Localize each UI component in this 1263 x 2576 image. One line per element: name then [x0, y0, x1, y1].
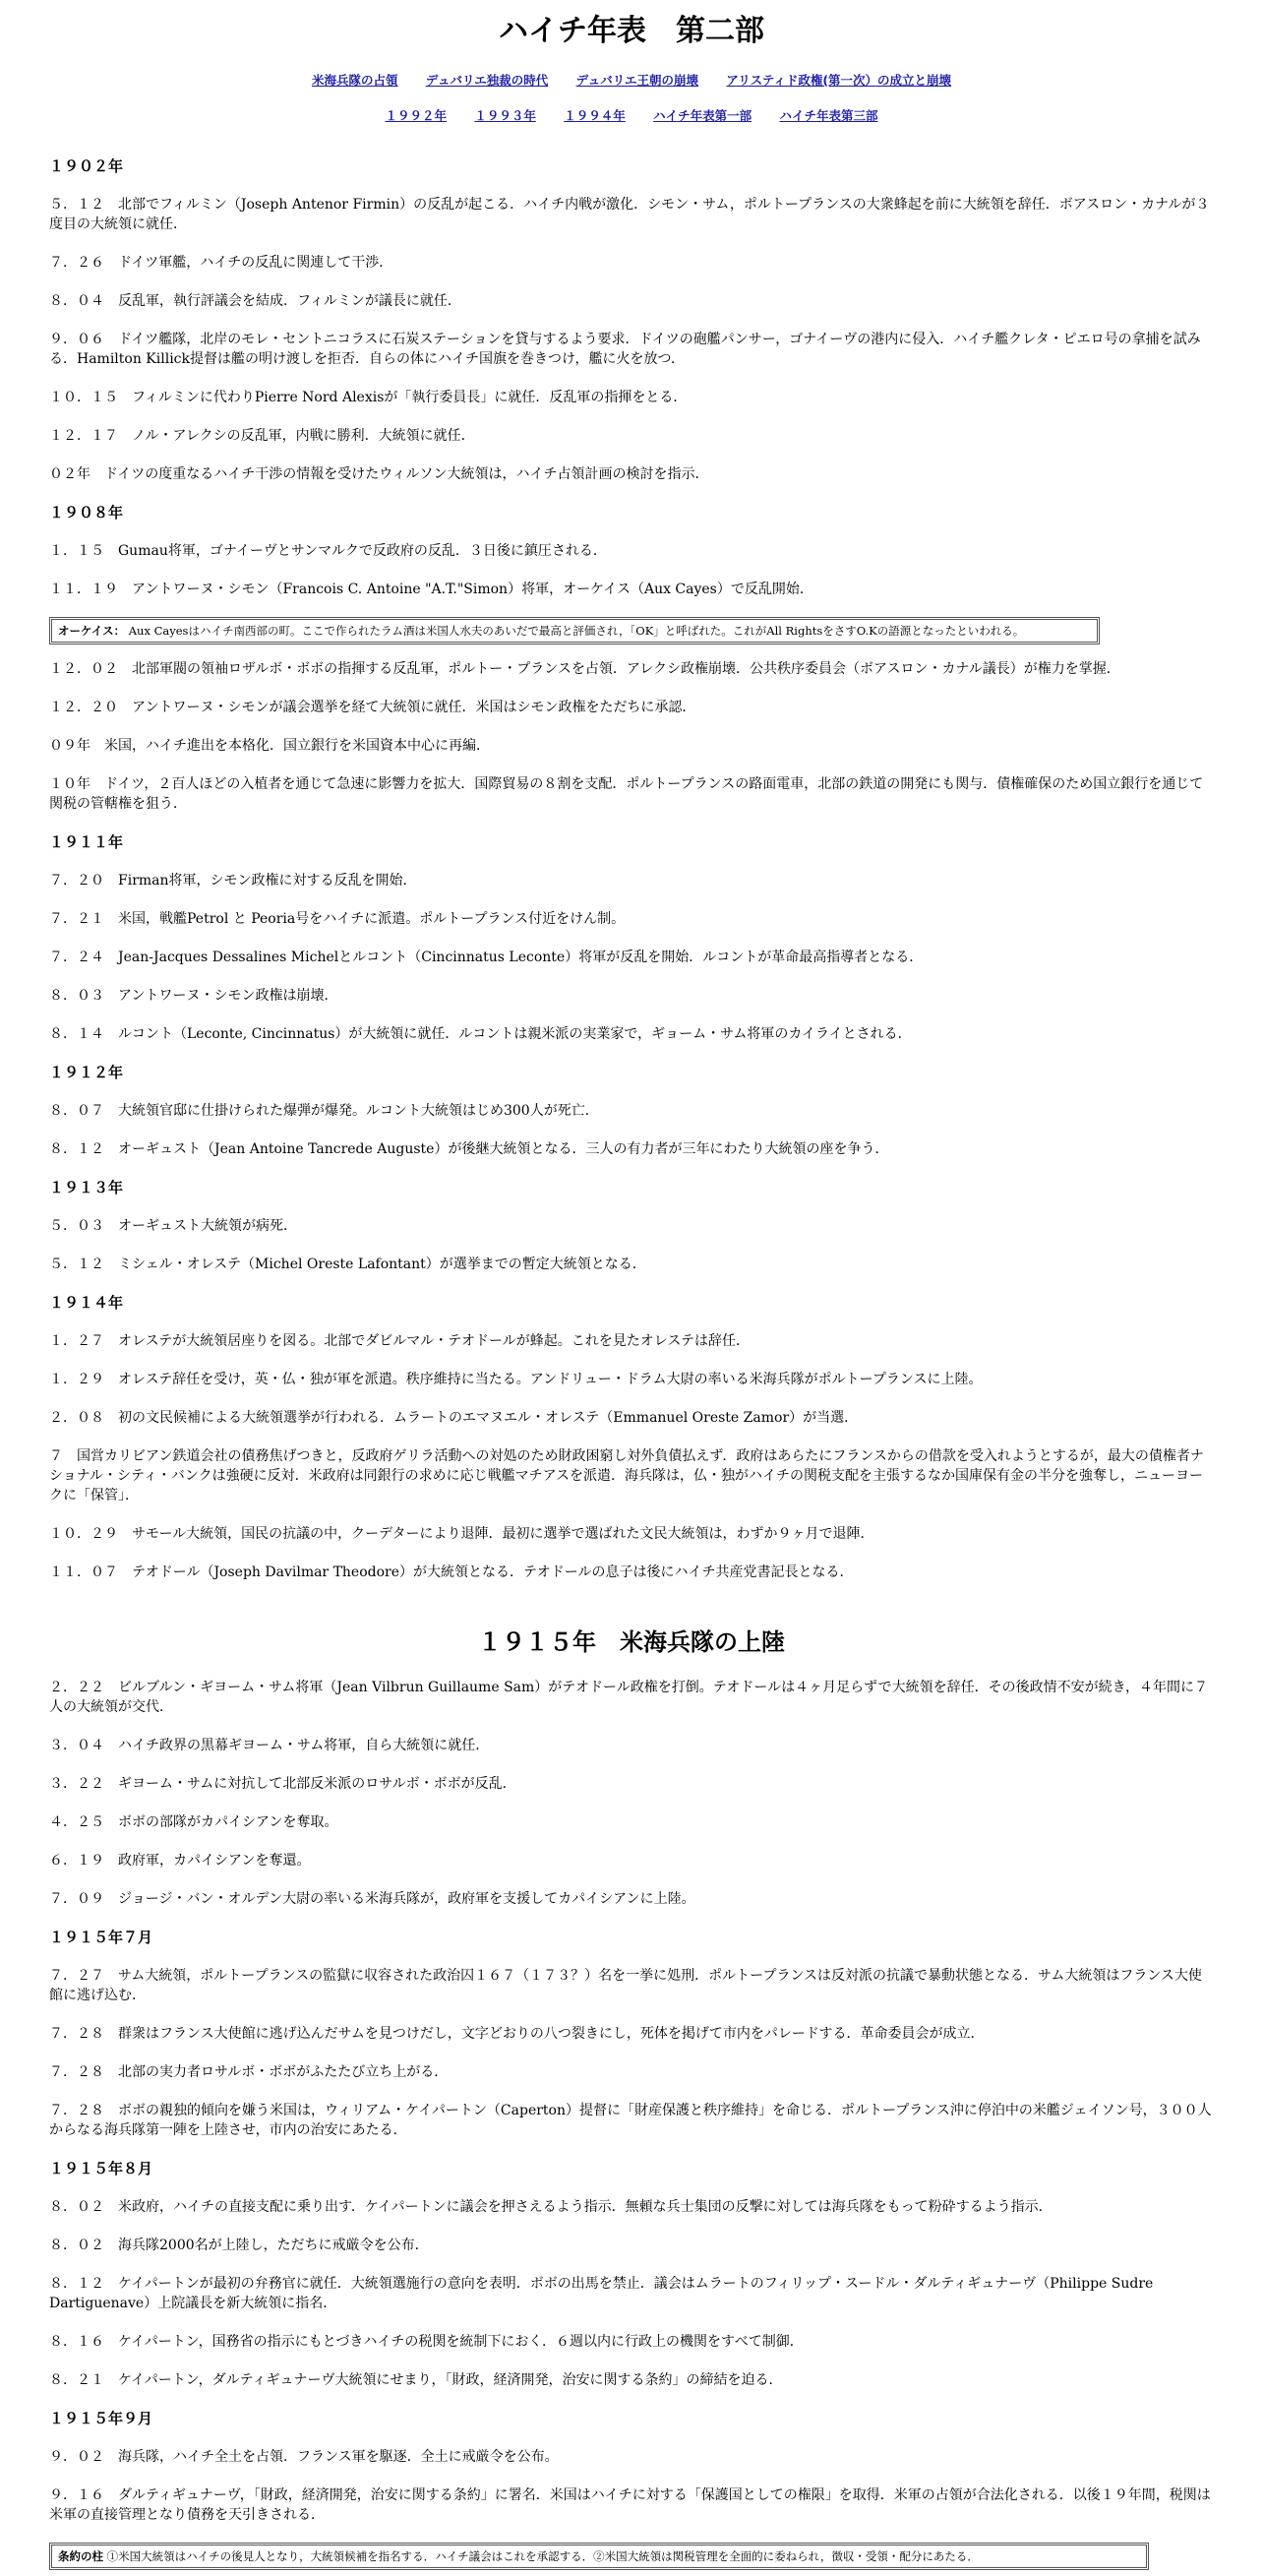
- timeline-entry: ７．２８ ボボの親独的傾向を嫌う米国は，ウィリアム・ケイパートン（Caperton）提督に「財産保護と秩序維持」を命じる．ポルトープランス沖に停泊中の米艦ジェイソン号，３００人からなる海兵隊第一陣を上陸させ，市内の治安にあたる．: [49, 2103, 1212, 2138]
- timeline-entry: ８．１４ ルコント（Leconte, Cincinnatus）が大統領に就任．ルコントは親米派の実業家で，ギョーム・サム将軍のカイライとされる．: [49, 1026, 912, 1042]
- timeline-entry: １２．１７ ノル・アレクシの反乱軍，内戦に勝利．大統領に就任．: [49, 428, 475, 444]
- timeline-entry: ８．０２ 米政府，ハイチの直接支配に乗り出す．ケイパートンに議会を押さえるよう指示．無頼な兵士集団の反撃に対しては海兵隊をもって粉砕するよう指示．: [49, 2199, 1052, 2215]
- nav-link-duvalier-collapse[interactable]: デュバリエ王朝の崩壊: [575, 73, 698, 88]
- nav-link-timeline-part1[interactable]: ハイチ年表第一部: [653, 108, 752, 123]
- timeline-entry: １１．１９ アントワーヌ・シモン（Francois C. Antoine "A.T."Simon）将軍，オーケイス（Aux Cayes）で反乱開始．: [49, 582, 813, 597]
- note-box-aux-cayes: [49, 617, 1100, 644]
- timeline-entry: １１．０７ テオドール（Joseph Davilmar Theodore）が大統領となる．テオドールの息子は後にハイチ共産党書記長となる．: [49, 1564, 854, 1580]
- timeline-entry: ２．０８ 初の文民候補による大統領選挙が行われる．ムラートのエマヌエル・オレステ（Emmanuel Oreste Zamor）が当選．: [49, 1410, 859, 1426]
- timeline-entry: ９．０２ 海兵隊，ハイチ全土を占領．フランス軍を駆逐．全土に戒厳令を公布。: [49, 2449, 559, 2465]
- timeline-entry: ８．０４ 反乱軍，執行評議会を結成．フィルミンが議長に就任．: [49, 293, 461, 309]
- month-heading: １９１５年８月: [49, 2160, 153, 2177]
- timeline-entry: ７．２８ 群衆はフランス大使館に逃げ込んだサムを見つけだし，文字どおりの八つ裂きにし，死体を掲げて市内をパレードする．革命委員会が成立．: [49, 2026, 985, 2042]
- section-heading-1915: １９１５年 米海兵隊の上陸: [478, 1628, 785, 1656]
- note-text: Aux Cayesはハイチ南西部の町。ここで作られたラム酒は米国人水夫のあいだで最高と評価され，「OK」と呼ばれた。これがAll RightsをさすO.Kの語源となったといわれる。: [128, 624, 1025, 638]
- timeline-entry: ７．２４ Jean-Jacques Dessalines Michelとルコント（Cincinnatus Leconte）将軍が反乱を開始．ルコントが革命最高指導者となる．: [49, 950, 924, 965]
- timeline-entry: ０２年 ドイツの度重なるハイチ干渉の情報を受けたウィルソン大統領は，ハイチ占領計画の検討を指示．: [49, 466, 709, 482]
- timeline-entry: １０年 ドイツ，２百人ほどの入植者を通じて急速に影響力を拡大．国際貿易の８割を支配．ポルトープランスの路面電車，北部の鉄道の開発にも関与．債権確保のため国立銀行を通じて関税の管轄権を狙う．: [49, 776, 1204, 812]
- timeline-entry: ５．１２ 北部でフィルミン（Joseph Antenor Firmin）の反乱が起こる．ハイチ内戦が激化．シモン・サム，ポルトープランスの大衆蜂起を前に大統領を辞任．ボアスロン・カナルが３度目の大統領に就任．: [49, 197, 1210, 232]
- page-title: ハイチ年表 第二部: [499, 14, 764, 48]
- note-box-treaty: [49, 2543, 1149, 2570]
- timeline-entry: ９．０６ ドイツ艦隊，北岸のモレ・セントニコラスに石炭ステーションを貸与するよう要求．ドイツの砲艦パンサー，ゴナイーヴの港内に侵入．ハイチ艦クレタ・ピエロ号の拿捕を試みる．Hamilton Killick提督は艦の明け渡しを拒否．自らの体にハイチ国旗を巻きつけ，艦に火を放つ．: [49, 332, 1201, 367]
- timeline-entry: ４．２５ ボボの部隊がカパイシアンを奪取。: [49, 1814, 338, 1830]
- year-heading: １９０８年: [49, 504, 124, 521]
- timeline-entry: ８．０７ 大統領官邸に仕掛けられた爆弾が爆発。ルコント大統領はじめ300人が死亡．: [49, 1103, 599, 1119]
- nav-link-marine-occupation[interactable]: 米海兵隊の占領: [311, 73, 398, 88]
- timeline-entry: ７．２６ ドイツ軍艦，ハイチの反乱に関連して干渉．: [49, 255, 393, 271]
- year-heading: １９１１年: [49, 833, 124, 851]
- note-label: 条約の柱: [58, 2549, 103, 2563]
- timeline-entry: １２．２０ アントワーヌ・シモンが議会選挙を経て大統領に就任．米国はシモン政権をただちに承認．: [49, 700, 696, 715]
- note-label: オーケイス：: [58, 624, 126, 638]
- year-heading: １９０２年: [49, 157, 124, 175]
- year-heading: １９１４年: [49, 1294, 124, 1312]
- timeline-entry: １０．２９ サモール大統領，国民の抗議の中，クーデターにより退陣．最初に選挙で選ばれた文民大統領は，わずか９ヶ月で退陣．: [49, 1526, 874, 1542]
- timeline-entry: ０９年 米国，ハイチ進出を本格化．国立銀行を米国資本中心に再編．: [49, 738, 490, 754]
- timeline-entry: ８．０２ 海兵隊2000名が上陸し，ただちに戒厳令を公布．: [49, 2238, 429, 2253]
- nav-link-1992[interactable]: １９９２年: [385, 108, 447, 123]
- month-heading: １９１５年９月: [49, 2410, 153, 2427]
- timeline-entry: ７．２７ サム大統領，ポルトープランスの監獄に収容された政治囚１６７（１７３？）名を一挙に処刑．ポルトープランスは反対派の抗議で暴動状態となる．サム大統領はフランス大使館に逃げ込む．: [49, 1968, 1202, 2003]
- nav-link-duvalier-era[interactable]: デュバリエ独裁の時代: [425, 73, 549, 88]
- timeline-entry: １．１５ Gumau将軍，ゴナイーヴとサンマルクで反政府の反乱．３日後に鎮圧される．: [49, 543, 607, 559]
- timeline-entry: ７．２８ 北部の実力者ロサルボ・ボボがふたたび立ち上がる．: [49, 2064, 449, 2080]
- timeline-entry: ８．１２ オーギュスト（Jean Antoine Tancrede Auguste）が後継大統領となる．三人の有力者が三年にわたり大統領の座を争う．: [49, 1141, 889, 1157]
- timeline-entry: ６．１９ 政府軍，カパイシアンを奪還。: [49, 1853, 311, 1869]
- year-heading: １９１３年: [49, 1179, 124, 1196]
- nav-row-topics: [0, 71, 1263, 89]
- timeline-entry: ３．２２ ギヨーム・サムに対抗して北部反米派のロサルボ・ボボが反乱．: [49, 1776, 516, 1792]
- year-heading: １９１２年: [49, 1064, 124, 1081]
- nav-link-timeline-part3[interactable]: ハイチ年表第三部: [779, 108, 878, 123]
- timeline-entry: １．２９ オレステ辞任を受け，英・仏・独が軍を派遣。秩序維持に当たる。アンドリュー・ドラム大尉の率いる米海兵隊がポルトープランスに上陸。: [49, 1372, 983, 1387]
- timeline-entry: ８．１６ ケイパートン，国務省の指示にもとづきハイチの税関を統制下におく．６週以内に行政上の機関をすべて制御．: [49, 2334, 804, 2350]
- month-heading: １９１５年７月: [49, 1929, 153, 1946]
- timeline-entry: １．２７ オレステが大統領居座りを図る。北部でダビルマル・テオドールが蜂起。これを見たオレステは辞任．: [49, 1333, 751, 1349]
- nav-link-1993[interactable]: １９９３年: [474, 108, 536, 123]
- timeline-entry: ８．２１ ケイパートン，ダルティギュナーヴ大統領にせまり，「財政，経済開発，治安に関する条約」の締結を迫る．: [49, 2372, 783, 2388]
- timeline-entry: １２．０２ 北部軍閥の領袖ロザルボ・ボボの指揮する反乱軍，ポルトー・プランスを占領．アレクシ政権崩壊．公共秩序委員会（ボアスロン・カナル議長）が権力を掌握．: [49, 661, 1120, 677]
- nav-link-aristide-first[interactable]: アリスティド政権(第一次）の成立と崩壊: [726, 73, 952, 88]
- timeline-entry: ３．０４ ハイチ政界の黒幕ギヨーム・サム将軍，自ら大統領に就任．: [49, 1738, 490, 1753]
- timeline-entry: ７．２０ Firman将軍，シモン政権に対する反乱を開始．: [49, 873, 417, 889]
- timeline-entry: ７．２１ 米国，戦艦Petrol と Peoria号をハイチに派遣。ポルトープランス付近をけん制。: [49, 911, 626, 927]
- timeline-entry: ７ 国営カリビアン鉄道会社の債務焦げつきと，反政府ゲリラ活動への対処のため財政困窮し対外負債払えず．政府はあらたにフランスからの借款を受入れようとするが，最大の債権者ナショナル・シティ・バンクは強硬に反対．米政府は同銀行の求めに応じ戦艦マチアスを派遣．海兵隊は，仏・独がハイチの関税支配を主張するなか国庫保有金の半分を強奪し，ニューヨークに「保管」．: [49, 1448, 1204, 1503]
- timeline-entry: ７．０９ ジョージ・バン・オルデン大尉の率いる米海兵隊が，政府軍を支援してカパイシアンに上陸。: [49, 1891, 695, 1907]
- nav-row-years: [0, 106, 1263, 124]
- note-text: ①米国大統領はハイチの後見人となり，大統領候補を指名する．ハイチ議会はこれを承認する．②米国大統領は関税管理を全面的に委ねられ，徴収・受領・配分にあたる．: [106, 2549, 979, 2563]
- timeline-entry: ８．０３ アントワーヌ・シモン政権は崩壊．: [49, 988, 338, 1004]
- timeline-content: [49, 148, 1214, 2576]
- timeline-entry: ５．１２ ミシェル・オレステ（Michel Oreste Lafontant）が選挙までの暫定大統領となる．: [49, 1257, 646, 1272]
- timeline-entry: １０．１５ フィルミンに代わりPierre Nord Alexisが「執行委員長」に就任．反乱軍の指揮をとる．: [49, 390, 688, 405]
- nav-link-1994[interactable]: １９９４年: [564, 108, 626, 123]
- timeline-entry: ２．２２ ビルブルン・ギヨーム・サム将軍（Jean Vilbrun Guillaume Sam）がテオドール政権を打倒。テオドールは４ヶ月足らずで大統領を辞任．その後政情不安が続き，４年間に７人の大統領が交代．: [49, 1680, 1209, 1715]
- timeline-entry: ５．０３ オーギュスト大統領が病死．: [49, 1218, 297, 1234]
- timeline-entry: ８．１２ ケイパートンが最初の弁務官に就任．大統領選施行の意向を表明．ボボの出馬を禁止．議会はムラートのフィリップ・スードル・ダルティギュナーヴ（Philippe Sudre Dartiguenave）上院議長を新大統領に指名．: [49, 2276, 1154, 2311]
- timeline-entry: ９．１６ ダルティギュナーヴ，「財政，経済開発，治安に関する条約」に署名．米国はハイチに対する「保護国としての権限」を取得．米軍の占領が合法化される．以後１９年間，税関は米軍の直接管理となり債務を天引きされる．: [49, 2487, 1211, 2523]
